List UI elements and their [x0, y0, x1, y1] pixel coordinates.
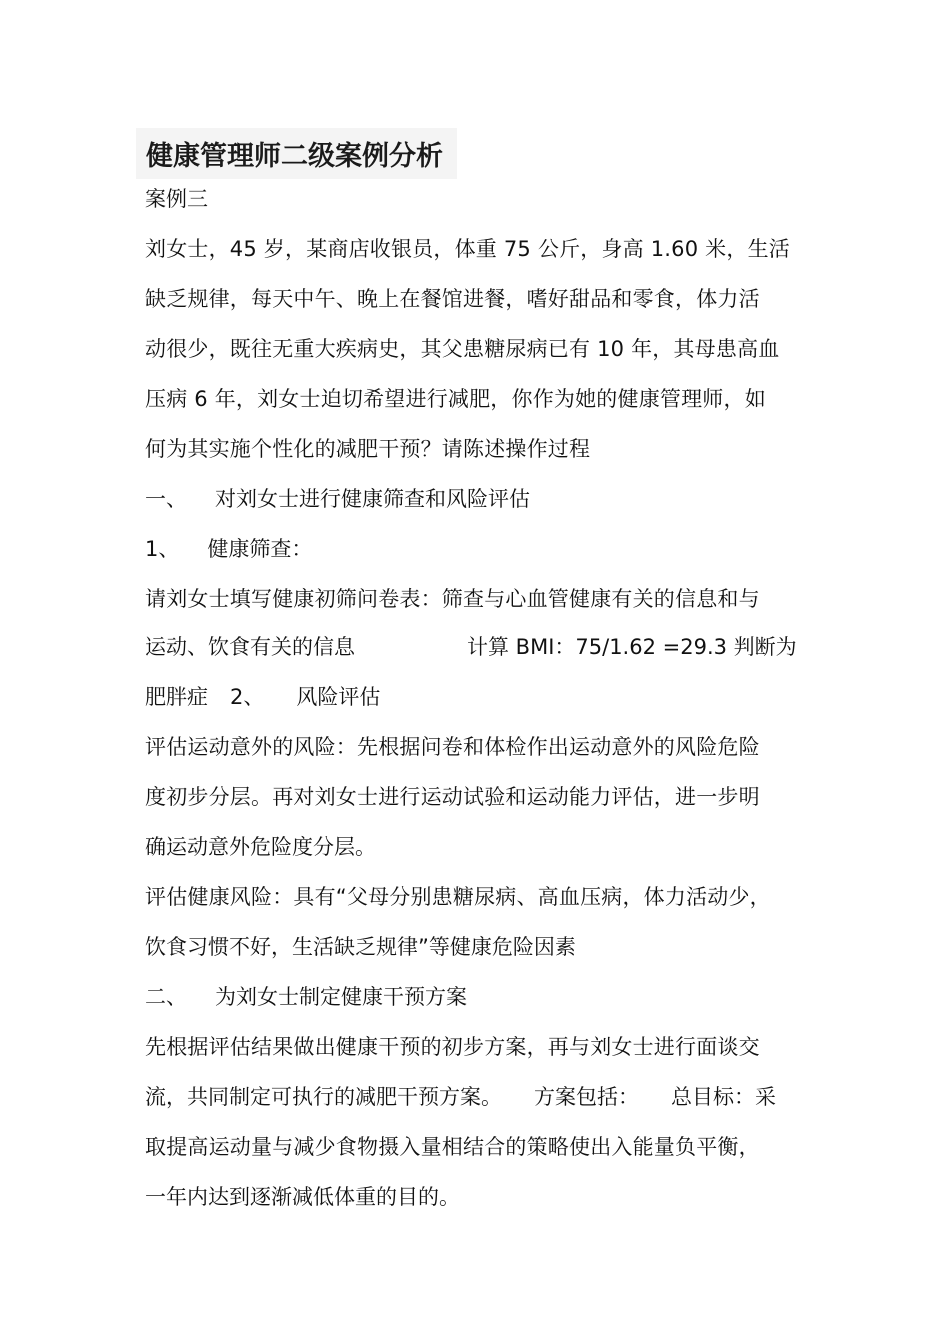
section-2-heading: [145, 982, 467, 1012]
sub-2-title: 风险评估: [296, 685, 381, 709]
sub-1-number: 1、: [145, 537, 180, 561]
risk-health-line-2: 饮食习惯不好，生活缺乏规律”等健康危险因素: [145, 935, 576, 959]
sub-2-number: 2、: [230, 685, 265, 709]
case-label: 案例三: [145, 187, 208, 211]
risk-accident-line-1: 评估运动意外的风险：先根据问卷和体检作出运动意外的风险危险: [145, 735, 760, 759]
screening-line-3: [145, 682, 380, 712]
plan-includes-label: 方案包括：: [534, 1085, 639, 1109]
section-1-heading: [145, 484, 530, 514]
overall-goal-label: 总目标：采: [671, 1085, 776, 1109]
plan-line-3: 取提高运动量与减少食物摄入量相结合的策略使出入能量负平衡，: [145, 1135, 760, 1159]
intro-line-3: 动很少，既往无重大疾病史，其父患糖尿病已有 10 年，其母患高血: [145, 337, 780, 361]
section-2-title: 为刘女士制定健康干预方案: [215, 985, 467, 1009]
screening-line-2: [145, 632, 797, 662]
risk-health-line-1: 评估健康风险：具有“父母分别患糖尿病、高血压病，体力活动少，: [145, 885, 771, 909]
sub-1-heading: [145, 534, 312, 564]
section-1-title: 对刘女士进行健康筛查和风险评估: [215, 487, 530, 511]
bmi-calculation: 计算 BMI：75/1.62 =29.3 判断为: [467, 635, 797, 659]
risk-accident-line-2: 度初步分层。再对刘女士进行运动试验和运动能力评估，进一步明: [145, 785, 760, 809]
section-1-number: 一、: [145, 487, 187, 511]
screening-line-1: 请刘女士填写健康初筛问卷表：筛查与心血管健康有关的信息和与: [145, 587, 760, 611]
intro-line-2: 缺乏规律，每天中午、晚上在餐馆进餐，嗜好甜品和零食，体力活: [145, 287, 760, 311]
risk-accident-line-3: 确运动意外危险度分层。: [145, 835, 376, 859]
intro-line-1: 刘女士，45 岁，某商店收银员，体重 75 公斤，身高 1.60 米，生活: [145, 237, 790, 261]
intro-line-4: 压病 6 年，刘女士迫切希望进行减肥，你作为她的健康管理师，如: [145, 387, 766, 411]
plan-line-1: 先根据评估结果做出健康干预的初步方案，再与刘女士进行面谈交: [145, 1035, 760, 1059]
document-title: 健康管理师二级案例分析: [136, 128, 457, 179]
plan-line-2: [145, 1082, 776, 1112]
sub-1-title: 健康筛查：: [207, 537, 313, 561]
section-2-number: 二、: [145, 985, 187, 1009]
intro-line-5: 何为其实施个性化的减肥干预？请陈述操作过程: [145, 437, 591, 461]
screening-info-text: 运动、饮食有关的信息: [145, 635, 355, 659]
plan-line-2-text: 流，共同制定可执行的减肥干预方案。: [145, 1085, 502, 1109]
obesity-diagnosis: 肥胖症: [145, 685, 208, 709]
plan-line-4: 一年内达到逐渐减低体重的目的。: [145, 1185, 460, 1209]
